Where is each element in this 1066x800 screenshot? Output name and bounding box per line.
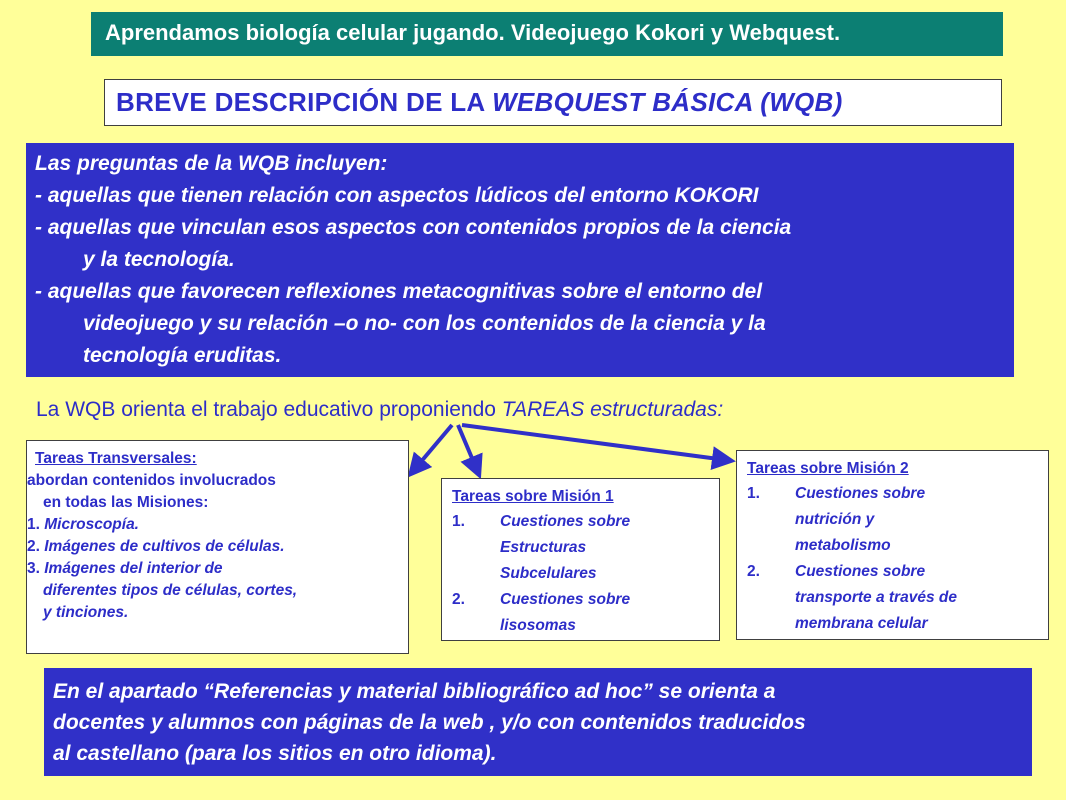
task-desc: en todas las Misiones: — [43, 494, 209, 511]
task-item-continuation: diferentes tipos de células, cortes, — [43, 582, 298, 599]
references-line: En el apartado “Referencias y material bibliográfico ad hoc” se orienta a — [53, 680, 776, 703]
questions-line: - aquellas que tienen relación con aspectos lúdicos del entorno KOKORI — [35, 184, 759, 207]
item-text: Imágenes de cultivos de células. — [39, 538, 285, 555]
tareas-intro-text: La WQB orienta el trabajo educativo proponiendo — [36, 398, 502, 421]
item-number: 3. — [27, 560, 40, 577]
item-text: Cuestiones sobre — [500, 591, 631, 608]
arrow-mision1 — [458, 425, 477, 470]
questions-line: - aquellas que favorecen reflexiones metacognitivas sobre el entorno del — [35, 280, 763, 303]
task-item — [747, 559, 1048, 637]
questions-line: y la tecnología. — [83, 248, 235, 271]
task-item-continuation: y tinciones. — [43, 604, 129, 621]
task-item — [27, 514, 408, 536]
task-heading: Tareas sobre Misión 1 — [452, 488, 614, 505]
task-item — [747, 481, 1048, 559]
item-number: 2. — [452, 591, 465, 608]
task-heading: Tareas sobre Misión 2 — [747, 460, 909, 477]
task-item — [27, 558, 408, 580]
item-text: Cuestiones sobre — [500, 513, 631, 530]
task-item — [452, 509, 719, 587]
item-number: 1. — [452, 513, 465, 530]
item-number: 1. — [27, 516, 40, 533]
references-line: al castellano (para los sitios en otro idioma). — [53, 742, 497, 765]
questions-line: tecnología eruditas. — [83, 344, 282, 367]
title-prefix: BREVE DESCRIPCIÓN DE LA — [116, 87, 493, 117]
questions-line: - aquellas que vinculan esos aspectos con contenidos propios de la ciencia — [35, 216, 792, 239]
questions-line: Las preguntas de la WQB incluyen: — [35, 152, 388, 175]
arrow-transversales — [414, 425, 452, 470]
task-item — [452, 587, 719, 639]
references-box — [44, 668, 1032, 776]
item-text: Cuestiones sobre — [795, 563, 926, 580]
item-text: Imágenes del interior de — [39, 560, 223, 577]
task-heading: Tareas Transversales: — [35, 450, 197, 467]
task-desc: abordan contenidos involucrados — [27, 472, 276, 489]
item-text: transporte a través de — [795, 589, 957, 606]
item-text: membrana celular — [795, 615, 928, 632]
item-text: Estructuras — [500, 539, 587, 556]
item-text: nutrición y — [795, 511, 875, 528]
item-number: 1. — [747, 485, 760, 502]
task-item — [27, 536, 408, 558]
references-line: docentes y alumnos con páginas de la web , y/o con contenidos traducidos — [53, 711, 806, 734]
item-text: Subcelulares — [500, 565, 597, 582]
item-text: Microscopía. — [39, 516, 139, 533]
tareas-intro-emphasis: TAREAS estructuradas: — [501, 398, 724, 421]
item-number: 2. — [747, 563, 760, 580]
title-emphasis: WEBQUEST BÁSICA (WQB) — [492, 87, 843, 117]
item-text: lisosomas — [500, 617, 576, 634]
task-box-mision-1 — [441, 478, 720, 641]
item-text: Cuestiones sobre — [795, 485, 926, 502]
arrow-mision2 — [462, 425, 726, 460]
task-box-mision-2 — [736, 450, 1049, 640]
item-text: metabolismo — [795, 537, 891, 554]
top-banner: Aprendamos biología celular jugando. Videojuego Kokori y Webquest. — [91, 12, 1003, 56]
questions-line: videojuego y su relación –o no- con los contenidos de la ciencia y la — [83, 312, 766, 335]
item-number: 2. — [27, 538, 40, 555]
task-box-transversales — [26, 440, 409, 654]
